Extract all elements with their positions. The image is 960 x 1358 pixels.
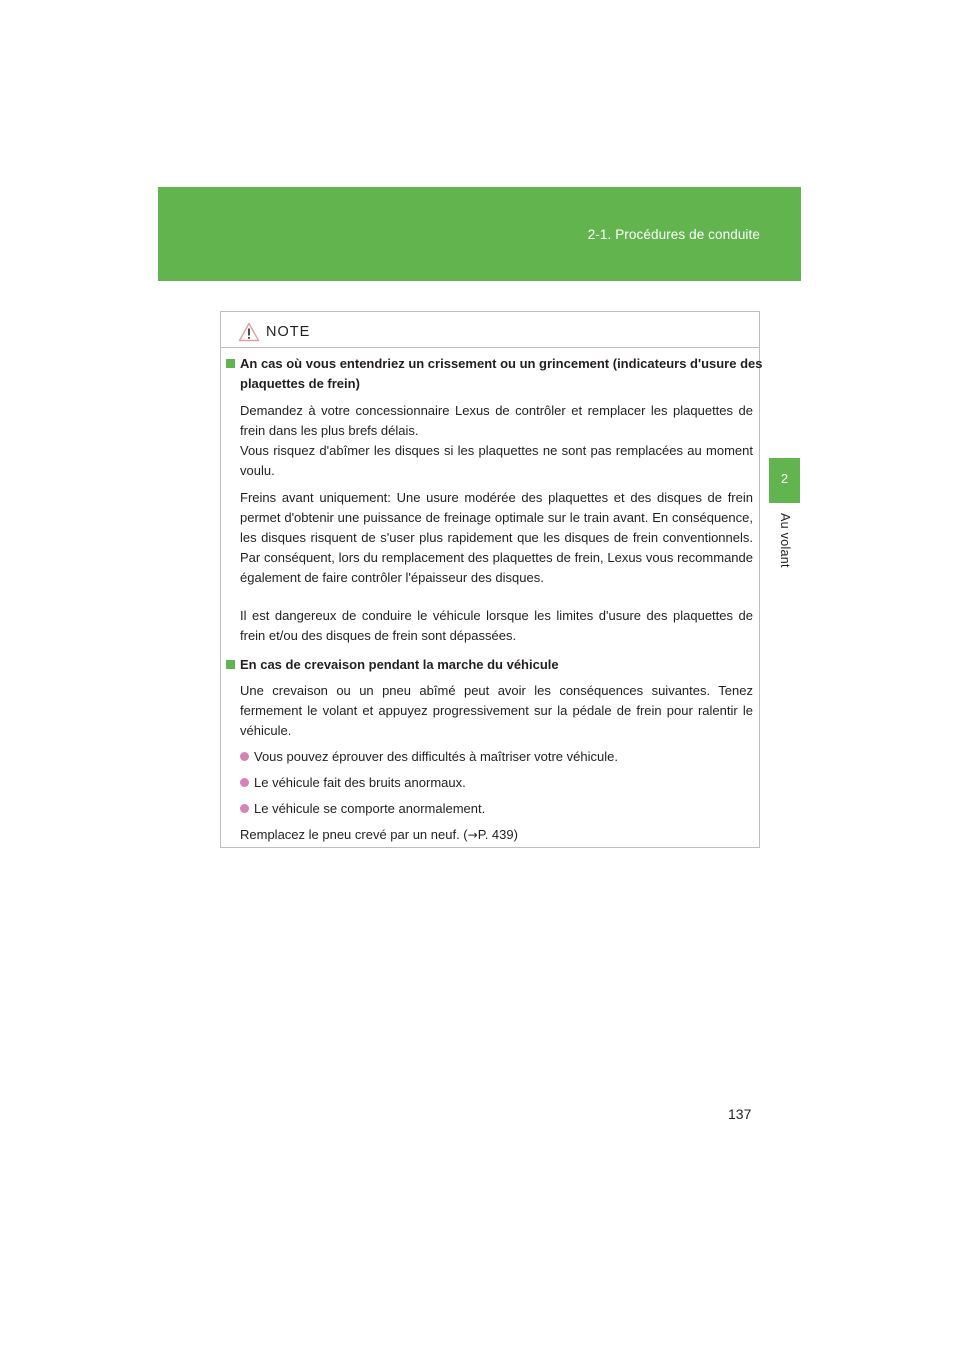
arrow-right-icon: → xyxy=(467,828,478,842)
page-reference: Remplacez le pneu crevé par un neuf. (→P. 439) xyxy=(240,827,518,842)
round-bullet-icon xyxy=(240,752,249,761)
paragraph: Demandez à votre concessionnaire Lexus de contrôler et remplacer les plaquettes de frein dans les plus brefs délais. xyxy=(240,403,753,438)
chapter-label-tab xyxy=(769,507,800,615)
section-heading-text: An cas où vous entendriez un crissement ou un grincement (indicateurs d'usure des plaquettes de frein) xyxy=(240,356,763,391)
paragraph: Vous risquez d'abîmer les disques si les plaquettes ne sont pas remplacées au moment voulu. xyxy=(240,443,753,478)
note-header xyxy=(238,321,310,343)
paragraph: Freins avant uniquement: Une usure modérée des plaquettes et des disques de frein permet d'obtenir une puissance de freinage optimale sur le train avant. En conséquence, les disques risquent de s'user plus rapidement que les disques de frein conventionnels. Par conséquent, lors du remplacement des plaquettes de frein, Lexus vous recommande également de faire contrôler l'épaisseur des disques. xyxy=(240,490,753,585)
paragraph: Il est dangereux de conduire le véhicule lorsque les limites d'usure des plaquettes de frein et/ou des disques de frein sont dépassées. xyxy=(240,608,753,643)
chapter-number-tab xyxy=(769,458,800,503)
chapter-label: Au volant xyxy=(778,513,792,568)
section-header-band xyxy=(158,187,801,281)
square-bullet-icon xyxy=(226,359,235,368)
page-number: 137 xyxy=(728,1106,752,1122)
section-heading-text: En cas de crevaison pendant la marche du véhicule xyxy=(240,657,559,672)
note-box xyxy=(220,311,763,848)
list-item: Le véhicule se comporte anormalement. xyxy=(240,799,753,819)
list-item: Vous pouvez éprouver des difficultés à maîtriser votre véhicule. xyxy=(240,747,753,767)
section-heading-brake-wear xyxy=(226,354,767,394)
section-title: 2-1. Procédures de conduite xyxy=(587,227,760,242)
square-bullet-icon xyxy=(226,660,235,669)
list-item: Le véhicule fait des bruits anormaux. xyxy=(240,773,753,793)
note-divider xyxy=(221,347,759,348)
note-body xyxy=(221,350,763,847)
chapter-number: 2 xyxy=(780,471,789,486)
paragraph: Une crevaison ou un pneu abîmé peut avoir les conséquences suivantes. Tenez fermement le volant et appuyez progressivement sur la pédale de frein pour ralentir le véhicule. xyxy=(240,683,753,738)
warning-triangle-icon xyxy=(238,322,260,342)
note-title: NOTE xyxy=(266,324,311,340)
section-heading-puncture xyxy=(226,655,753,675)
round-bullet-icon xyxy=(240,778,249,787)
round-bullet-icon xyxy=(240,804,249,813)
